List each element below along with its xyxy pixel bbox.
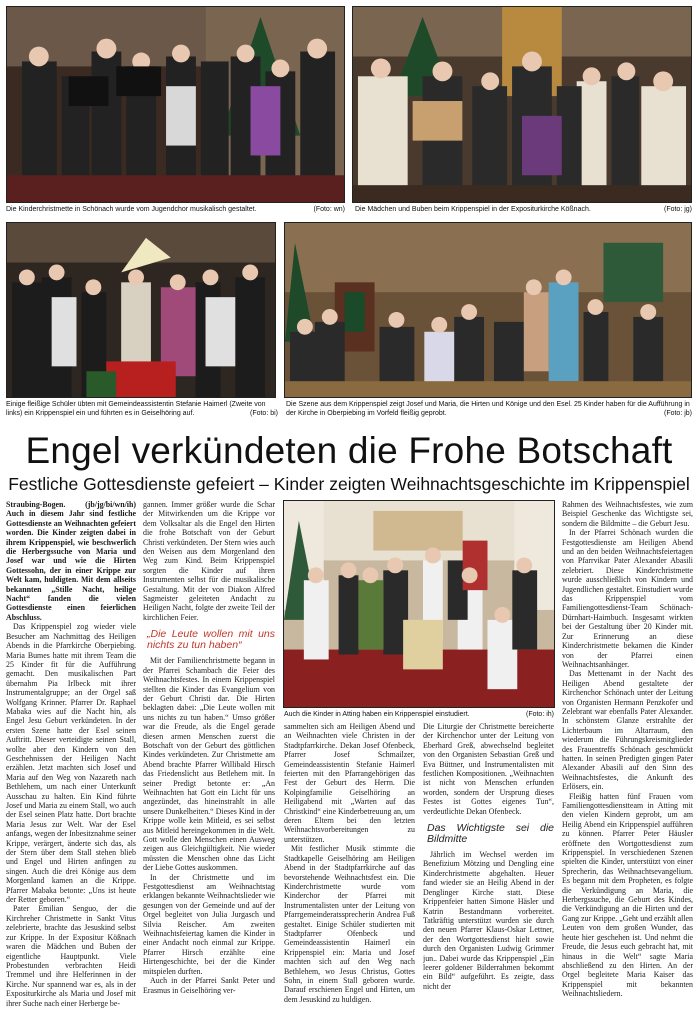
paragraph: Mit festlicher Musik stimmte die Stadtkapelle Geiselhöring am Heiligen Abend in der Stadtpfarrkirche auf das bevorstehende Weihnachtsfest ein. Die Kinderchristmette wurde vom Kinderchor der Pfarrei mit Instrumentalisten unter der Leitung von Pfarrgemeinderatssprecherin Andrea Fuß gestaltet. Einige Schüler studierten mit Stadtpfarrer Ofenbeck und Gemeindeassistentin Haimerl ein Krippenspiel ein: Maria und Josef machten sich auf den Weg nach Bethlehem, wo Jesus Christus, Gottes Sohn, in einem Stall geboren wurde. Darauf erschienen Engel und Hirten, um dem Jesuskind zu huldigen. — [284, 844, 415, 1004]
paragraph: sammelten sich am Heiligen Abend und an Weihnachten viele Christen in der Stadtpfarrkirche. Dekan Josef Ofenbeck, Pfarrer Josef Schmailzer, Gemeindeassistentin Stefanie Haimerl feierten mit den Pfarrangehörigen das Fest der Geburt des Herrn. Die Kolpingfamilie Geiselhöring an Heiligabend mit „Warten auf das Christkind“ eine Kinderbetreuung an, um deren Eltern bei den letzten Weihnachtsvorbereitungen zu unterstützen. — [284, 722, 415, 844]
paragraph: Das Mettenamt in der Nacht des Heiligen Abend gestaltete der Kirchenchor Schönach unter der Leitung von Organisten Hermann Penzkofer und Zelebrant war ebenfalls Pater Alexander. In schönstem Glanze erstrahlte der Lichterbaum im Altarraum, den wiederum die Führungskreismitglieder des Frauentreffs Schönach geschmückt hatten. In seinen Predigten gingen Pater Alexander Abasili auf den Sinn des Weihnachtsfestes, die Ankunft des Erlösers, ein. — [562, 669, 693, 792]
paragraph: Auch in der Pfarrei Sankt Peter und Erasmus in Geiselhöring ver- — [143, 976, 275, 995]
paragraph: gannen. Immer größer wurde die Schar der Mitwirkenden um die Krippe vor dem Volksaltar als die Engel den Hirten die frohe Botschaft von der Geburt Christi verkündeten. Der Stern wies auch den Weisen aus dem Morgenland den Weg zum Kind. Beim Krippenspiel sorgten die Kinder auf ihren Instrumenten selbst für die musikalische Gestaltung. Mit der von Diakon Alfred Sagmeister geleiteten Andacht zu Heiligen Nacht, folgte der zweite Teil der kirchlichen Feier. — [143, 500, 275, 622]
photo-krippenspiel-koessnach — [352, 6, 692, 203]
caption-text: Einige fleißige Schüler übten mit Gemeindeassistentin Stefanie Haimerl (Zweite von links) ein Krippenspiel ein und führten es in Geiselhöring auf. — [6, 401, 266, 417]
caption-text: Die Mädchen und Buben beim Krippenspiel in der Expositurkirche Kößnach. — [355, 206, 591, 213]
subheading: Das Wichtigste sei die Bildmitte — [427, 822, 554, 846]
photo-caption — [355, 206, 692, 215]
subheading: „Die Leute wollen mit uns nichts zu tun haben“ — [147, 628, 275, 652]
photo-caption — [6, 206, 345, 215]
caption-text: Die Szene aus dem Krippenspiel zeigt Josef und Maria, die Hirten und Könige und den Esel. 25 Kinder haben für die Aufführung in der Kirche in Oberpiebing im Vorfeld fleißig geprobt. — [286, 401, 690, 417]
photo-caption — [6, 401, 278, 418]
text-column-4 — [423, 722, 554, 1020]
caption-text: Auch die Kinder in Atting haben ein Krippenspiel einstudiert. — [284, 711, 470, 718]
paragraph: Fleißig hatten fünf Frauen vom Familiengottesdienstteam in Atting mit den vielen Kindern geprobt, um am Heilig Abend ein Krippenspiel aufführen zu können. Pfarrer Peter Häusler eröffnete den Wortgottesdienst zum Krippenspiel. In verschiedenen Szenen spielten die Kinder, unterstützt von einer Sprecherin, das Weihnachtsevangelium. Es begann mit dem Propheten, es folgte die Verkündigung an Maria, die Herbergssuche, die Geburt des Kindes, die Verkündigung an die Hirten und der Gang zur Krippe. „Geht und erzählt allen Leuten von dem großen Wunder, das heute hier geschehen ist. Und nehmt die Freude, die Jesus euch gebracht hat, mit hinaus in die Welt“ sagte Maria abschließend zu den Hirten. An der Orgel begleitete Maria Kaiser das Krippenspiel mit bekannten Weihnachtsliedern. — [562, 791, 693, 999]
photo-kinderchristmette-schoenach — [6, 6, 345, 203]
paragraph: Pater Emilian Senguo, der die Kirchreher Christmette in Sankt Vitus zelebrierte, brachte das Jesuskind selbst zur Krippe. In der Expositur Kößnach waren die Mädchen und Buben der eigentliche Hauptpunkt. Viele Probestunden verbrachten Heidi Tremmel und ihre Helferinnen in der Kirche. Nur spannend war es, als in der Expositurkirche als Maria und Josef mit ihrer Suche nach einer Herberge be- — [6, 904, 136, 1008]
paragraph: In der Pfarrei Schönach wurden die Festgottesdienste am Heiligen Abend und an den beiden Weihnachtsfeiertagen von Pfarrvikar Pater Alexander Abasili zelebriert. Diese Kinderchristmette wurde ausschließlich von Kindern und Jugendlichen gestaltet. Einstudiert wurde das Krippenspiel vom Familiengottesdienst-Team Schönach-Dürnhart-Haimbuch. Insgesamt wirkten bei der Gestaltung über 20 Kinder mit. Zur Erinnerung an diese Kinderchristmette bekamen die Kinder von der Pfarrei einen Weihnachtsanhänger. — [562, 528, 693, 669]
photo-credit: (Foto: jb) — [663, 409, 692, 417]
photo-caption — [286, 401, 692, 418]
paragraph: Das Krippenspiel zog wieder viele Besucher am Nachmittag des Heiligen Abends in die Pfarrkirche Oberpiebing. Maria Bumes hatte mit ihrem Team die 25 Kinder fit für die Aufführung gemacht. Den musikalischen Part übernahm Pia Irlbeck mit ihrer Instrumentalgruppe; an der Orgel saß Wolfgang Krinner. Pfarrer Dr. Raphael Mabaka wies auf die Nacht hin, als Engel Jesu Geburt verkündeten. In der ersten Szene hatte der Esel seinen Auftritt. Dieser verteidigte seinen Stall, wollte aber den Kindern von den Geschehnissen der Heiligen Nacht erzählen. Jetzt machten sich Josef und Maria auf den Weg von Nazareth nach Bethlehem, um nach einer Unterkunft Ausschau zu halten. Ein Kind führte Josef und Maria zu einem Stall, wo auch der Esel seinen Platz hatte. Dort brachte Maria Jesus zur Welt. War der Esel anfangs, wegen der Inbesitznahme seiner Krippe, verärgert, änderte sich das, als der Stern über dem Stall stehen blieb und Engel und Hirten anfingen zu singen. Auch die drei Könige aus dem Morgenland kamen an die Krippe. Pfarrer Mabaka betonte: „Uns ist heute der Retter geboren.“ — [6, 622, 136, 905]
photo-krippenspiel-atting — [283, 500, 555, 708]
photo-krippenspiel-geiselhoering — [6, 222, 276, 398]
photo-credit: (Foto: bi) — [249, 409, 278, 417]
paragraph: In der Christmette und im Festgottesdienst am Weihnachtstag erklangen bekannte Weihnachtslieder wie gesungen von der Gemeinde und auf der Orgel begleitet von Julia Jurgasch und Silvia Reischer. Am zweiten Weihnachtsfeiertag kamen die Kinder in einer Andacht noch einmal zur Krippe. Pfarrer Hirsch erzählte eine Hirtengeschichte, bei der die Kinder mitspielen durften. — [143, 872, 275, 976]
photo-credit: (Foto: wn) — [313, 206, 345, 213]
lead-paragraph: Straubing-Bogen. (jb/jg/bi/wn/ih) Auch in diesem Jahr sind festliche Gottesdienste an Weihnachten gefeiert worden. Die Kinder zeigten dabei in ihrem Krippenspiel, wie beschwerlich die Herbergssuche von Maria und Josef war und wie die Hirten Gottessohn, der in einer Krippe zur Welt kam, huldigten. Mit dem allseits bekannten „Stille Nacht, heilige Nacht“ fanden die vielen Gottesdienste einen feierlichen Abschluss. — [6, 500, 136, 622]
text-column-3 — [284, 722, 415, 1020]
article-headline: Engel verkündeten die Frohe Botschaft — [25, 430, 673, 471]
text-column-5 — [562, 500, 693, 1020]
paragraph: Die Liturgie der Christmette bereicherte der Kirchenchor unter der Leitung von Eberhard Greß, abwechselnd begleitet von den Organisten Sebastian Greß und Eva Büttner, und Instrumentalisten mit festlichen Kompositionen. „Weihnachten ist nicht von Menschen erfunden worden, sondern der Ursprung dieses Festes ist Gottes eigenes Tun“, verdeutlichte Dekan Ofenbeck. — [423, 722, 554, 816]
photo-krippenspiel-oberpiebing — [284, 222, 692, 398]
paragraph: Mit der Familienchristmette begann in der Pfarrei Schambach die Feier des Weihnachtsfestes. In einem Krippenspiel stellten die Kinder das Evangelium von der Geburt Christi dar. Die Hirten beklagten dabei: „Die Leute wollen mit uns nichts zu tun haben.“ Umso größer war die Freude, als die Engel gerade diesen armen Menschen zuerst die Botschaft von der Geburt des göttlichen Kindes verkündeten. Zur Christmette am Abend brachte Pfarrer Willibald Hirsch das Friedenslicht aus Betlehem mit. In seiner Predigt betonte er: „An Weihnachten hat Gott ein Licht für uns angezündet, das hineinstrahlt in alle unsere Dunkelheiten.“ Dieses Kind in der Krippe wolle kein Mitleid, es sei selbst aus Mitleid hereingekommen in die Welt. Gott wolle den Menschen einen Ausweg zeigen aus Gleichgültigkeit. Nie wieder müssten die Menschen ohne das Licht der Liebe Gottes auskommen. — [143, 656, 275, 873]
photo-credit: (Foto: ih) — [525, 711, 554, 718]
photo-credit: (Foto: jg) — [663, 206, 692, 213]
text-column-2 — [143, 500, 275, 1020]
article-subheadline: Festliche Gottesdienste gefeiert – Kinder zeigten Weihnachtsgeschichte im Krippenspiel — [8, 474, 690, 494]
caption-text: Die Kinderchristmette in Schönach wurde vom Jugendchor musikalisch gestaltet. — [6, 206, 257, 213]
paragraph: Rahmen des Weihnachtsfestes, wie zum Beispiel Geschenke das Wichtigste sei, sondern die Bildmitte – die Geburt Jesu. — [562, 500, 693, 528]
photo-caption — [284, 711, 554, 720]
text-column-1 — [6, 500, 136, 1020]
paragraph: Jährlich im Wechsel werden im Benefizium Mötzing und Dengling eine Kinderchristmette abgehalten. Heuer fand wieder sie an Heilig Abend in der Denglinger Kirche statt. Diese Krippenfeier hatten Simone Häsler und Katrin Bestandmann vorbereitet. Tatkräftig unterstützt wurden sie durch den neuen Pfarrer Klaus-Oskar Lettner, der den Wortgottesdienst hielt sowie durch den Organisten Ludwig Grimmer jun.. Dabei wurde das Krippenspiel „Ein leerer goldener Bilderrahmen bekommt ein Bild“ aufgeführt. Es zeigte, dass nicht der — [423, 850, 554, 991]
